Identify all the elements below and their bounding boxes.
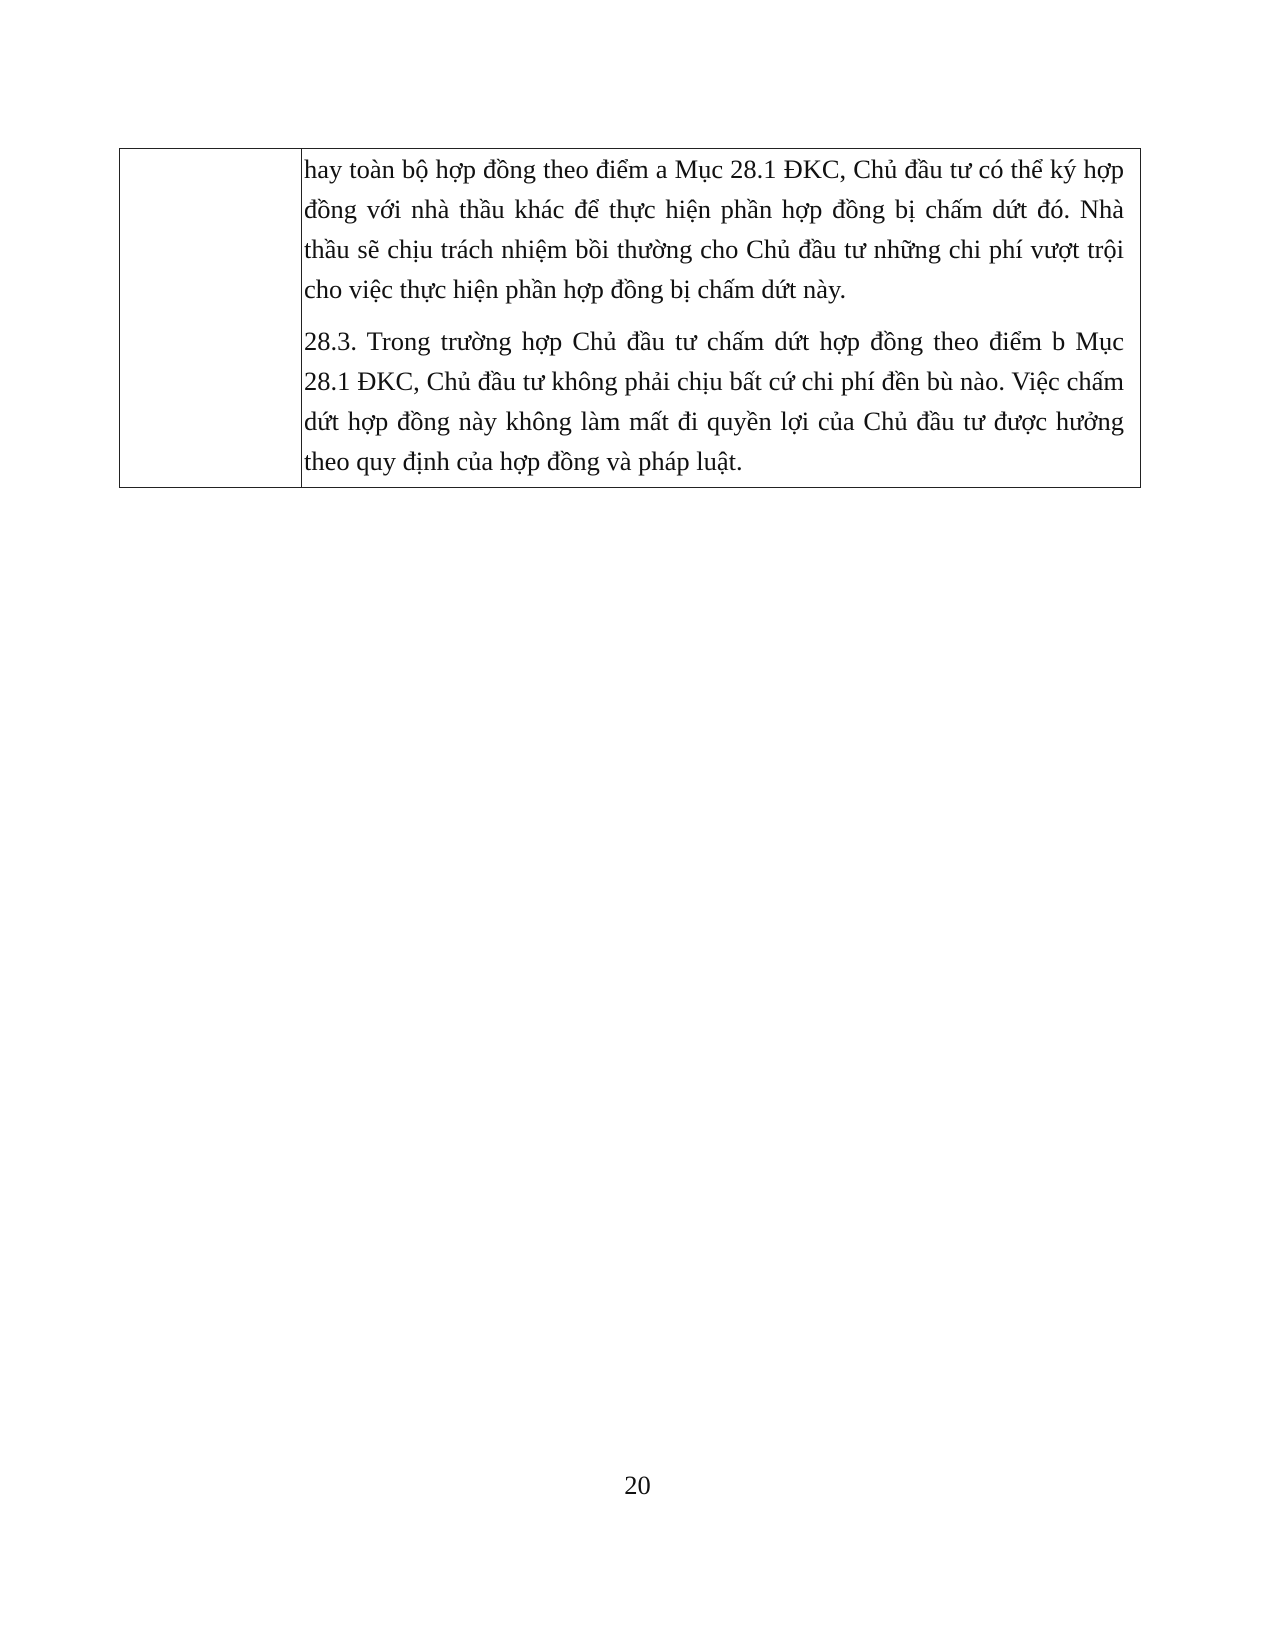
clause-content-cell [302,149,1140,487]
clause-label-cell [120,149,302,487]
clause-paragraph: 28.3. Trong trường hợp Chủ đầu tư chấm dứt hợp đồng theo điểm b Mục 28.1 ĐKC, Chủ đầu tư không phải chịu bất cứ chi phí đền bù nào. Việc chấm dứt hợp đồng này không làm mất đi quyền lợi của Chủ đầu tư được hưởng theo quy định của hợp đồng và pháp luật. [304,326,1124,476]
page-number: 20 [624,1470,651,1500]
clause-table [119,148,1141,488]
clause-paragraph: hay toàn bộ hợp đồng theo điểm a Mục 28.1 ĐKC, Chủ đầu tư có thể ký hợp đồng với nhà thầu khác để thực hiện phần hợp đồng bị chấm dứt đó. Nhà thầu sẽ chịu trách nhiệm bồi thường cho Chủ đầu tư những chi phí vượt trội cho việc thực hiện phần hợp đồng bị chấm dứt này. [304,154,1124,304]
